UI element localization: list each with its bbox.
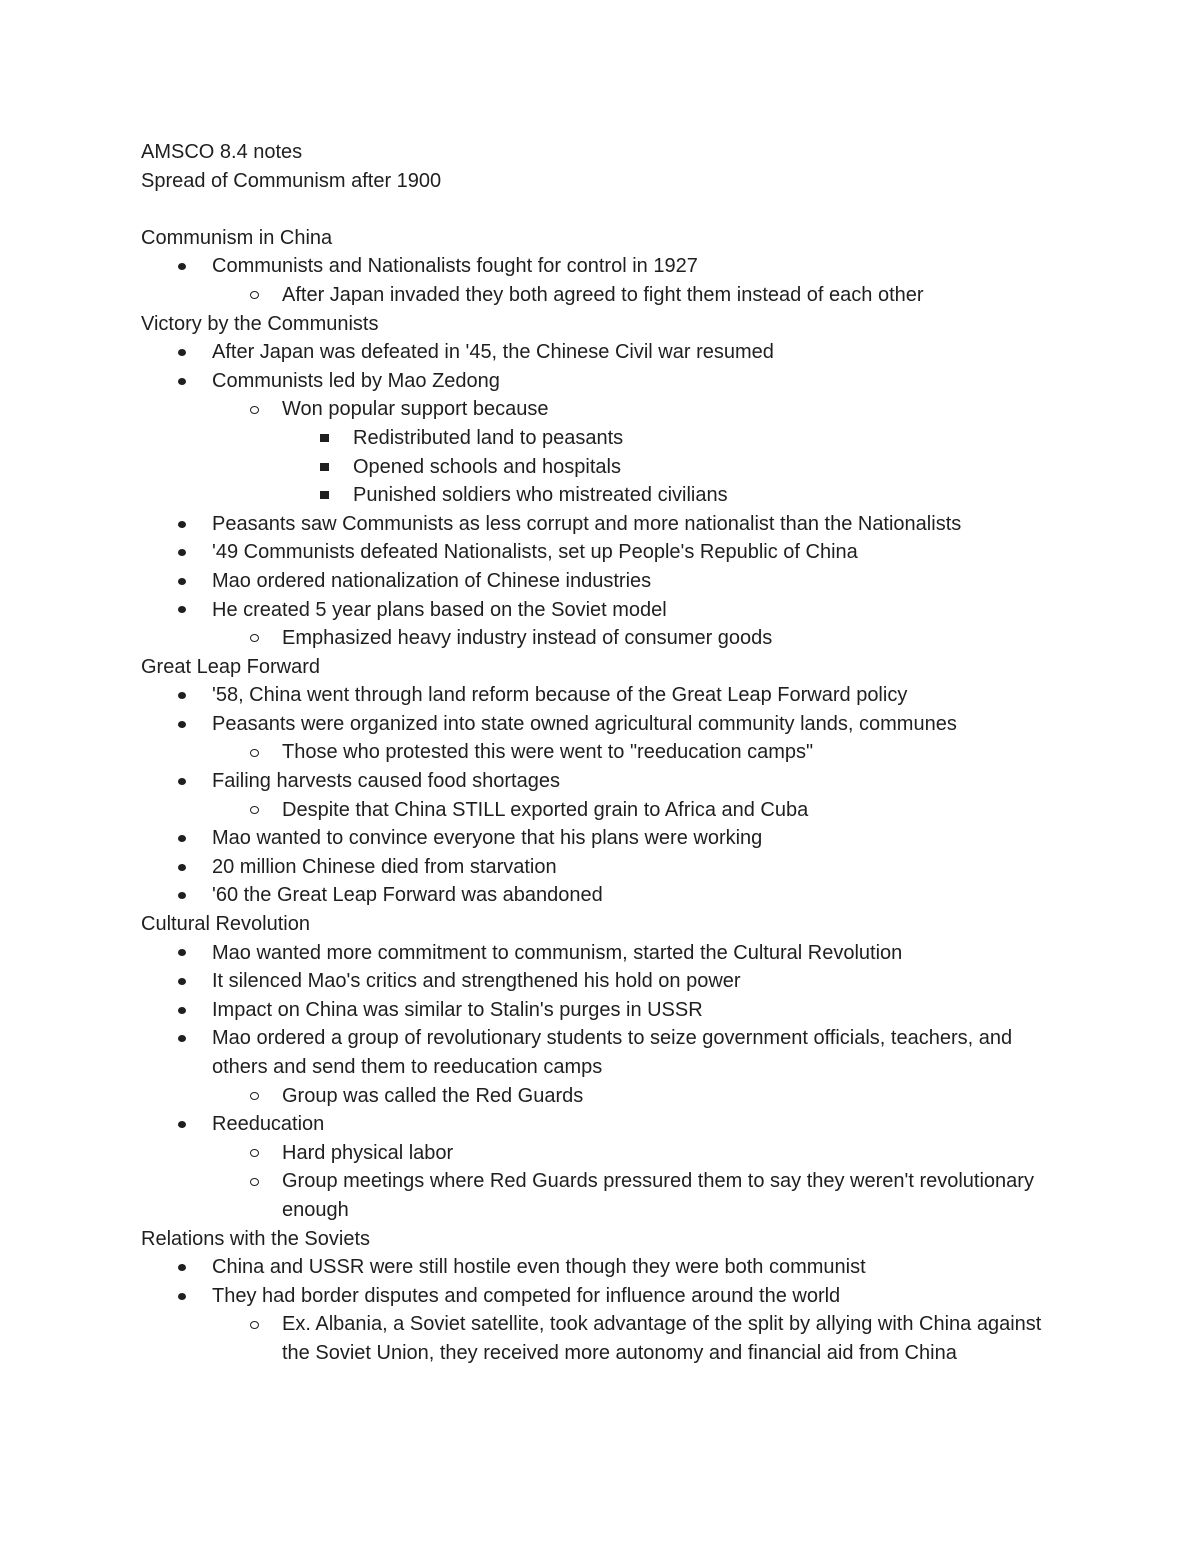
- line-text: Mao ordered nationalization of Chinese industries: [212, 569, 652, 592]
- line-text: Victory by the Communists: [141, 312, 379, 335]
- section-heading: [141, 653, 1061, 682]
- bullet-circle-icon: [250, 806, 259, 814]
- bullet-marker: [178, 538, 186, 567]
- line-text: Won popular support because: [282, 398, 549, 421]
- bullet-marker: [178, 853, 186, 882]
- bullet-disc-icon: [178, 892, 186, 899]
- bullet-marker: [178, 1282, 186, 1311]
- list-item: [141, 510, 1061, 539]
- bullet-disc-icon: [178, 578, 186, 585]
- bullet-disc-icon: [178, 978, 186, 985]
- section-heading: [141, 167, 1061, 196]
- bullet-marker: [250, 738, 259, 767]
- bullet-disc-icon: [178, 1007, 186, 1014]
- bullet-marker: [178, 824, 186, 853]
- line-text: Group meetings where Red Guards pressured them to say they weren't revolutionary enough: [282, 1170, 1034, 1221]
- line-text: Peasants saw Communists as less corrupt and more nationalist than the Nationalists: [212, 512, 962, 535]
- bullet-marker: [178, 767, 186, 796]
- notes-document: [141, 138, 1061, 1368]
- list-item: [141, 853, 1061, 882]
- line-text: Ex. Albania, a Soviet satellite, took advantage of the split by allying with China against the Soviet Union, they received more autonomy and financial aid from China: [282, 1313, 1042, 1364]
- bullet-marker: [178, 1110, 186, 1139]
- bullet-disc-icon: [178, 349, 186, 356]
- bullet-marker: [320, 481, 329, 510]
- bullet-marker: [178, 710, 186, 739]
- bullet-disc-icon: [178, 864, 186, 871]
- list-item: [141, 1110, 1061, 1139]
- line-text: Communists led by Mao Zedong: [212, 369, 500, 392]
- list-item: [141, 738, 1061, 767]
- line-text: He created 5 year plans based on the Soviet model: [212, 598, 667, 621]
- bullet-marker: [178, 567, 186, 596]
- bullet-marker: [250, 1139, 259, 1168]
- bullet-marker: [178, 367, 186, 396]
- line-text: Spread of Communism after 1900: [141, 169, 442, 192]
- line-text: Opened schools and hospitals: [353, 455, 621, 478]
- bullet-disc-icon: [178, 949, 186, 956]
- list-item: [141, 567, 1061, 596]
- blank-line: [141, 195, 1061, 224]
- line-text: Mao wanted more commitment to communism, started the Cultural Revolution: [212, 941, 903, 964]
- list-item: [141, 624, 1061, 653]
- bullet-circle-icon: [250, 1149, 259, 1157]
- bullet-circle-icon: [250, 1321, 259, 1329]
- section-heading: [141, 310, 1061, 339]
- bullet-disc-icon: [178, 1293, 186, 1300]
- bullet-circle-icon: [250, 634, 259, 642]
- line-text: '58, China went through land reform because of the Great Leap Forward policy: [212, 684, 908, 707]
- bullet-square-icon: [320, 434, 329, 442]
- list-item: [141, 796, 1061, 825]
- bullet-marker: [320, 424, 329, 453]
- line-text: They had border disputes and competed for influence around the world: [212, 1284, 841, 1307]
- bullet-disc-icon: [178, 1264, 186, 1271]
- list-item: [141, 1167, 1061, 1224]
- list-item: [141, 367, 1061, 396]
- bullet-marker: [178, 1024, 186, 1053]
- bullet-disc-icon: [178, 835, 186, 842]
- bullet-marker: [178, 967, 186, 996]
- line-text: Communism in China: [141, 226, 333, 249]
- line-text: Those who protested this were went to "reeducation camps": [282, 741, 814, 764]
- bullet-circle-icon: [250, 291, 259, 299]
- list-item: [141, 538, 1061, 567]
- bullet-disc-icon: [178, 692, 186, 699]
- bullet-marker: [178, 596, 186, 625]
- bullet-marker: [250, 281, 259, 310]
- bullet-disc-icon: [178, 549, 186, 556]
- bullet-marker: [178, 1253, 186, 1282]
- line-text: Cultural Revolution: [141, 913, 310, 936]
- line-text: Relations with the Soviets: [141, 1227, 371, 1250]
- line-text: '60 the Great Leap Forward was abandoned: [212, 884, 603, 907]
- bullet-disc-icon: [178, 263, 186, 270]
- list-item: [141, 424, 1061, 453]
- bullet-marker: [250, 796, 259, 825]
- bullet-disc-icon: [178, 1121, 186, 1128]
- line-text: Despite that China STILL exported grain to Africa and Cuba: [282, 798, 809, 821]
- bullet-disc-icon: [178, 521, 186, 528]
- list-item: [141, 967, 1061, 996]
- line-text: Peasants were organized into state owned agricultural community lands, communes: [212, 712, 957, 735]
- bullet-marker: [250, 395, 259, 424]
- list-item: [141, 338, 1061, 367]
- bullet-disc-icon: [178, 778, 186, 785]
- line-text: 20 million Chinese died from starvation: [212, 855, 557, 878]
- section-heading: [141, 1225, 1061, 1254]
- list-item: [141, 939, 1061, 968]
- line-text: Mao ordered a group of revolutionary students to seize government officials, teachers, and others and send them to reeducation camps: [212, 1027, 1013, 1078]
- line-text: After Japan invaded they both agreed to fight them instead of each other: [282, 283, 924, 306]
- bullet-marker: [250, 1310, 259, 1339]
- line-text: Mao wanted to convince everyone that his plans were working: [212, 827, 763, 850]
- bullet-marker: [178, 939, 186, 968]
- bullet-disc-icon: [178, 606, 186, 613]
- list-item: [141, 252, 1061, 281]
- list-item: [141, 767, 1061, 796]
- line-text: Failing harvests caused food shortages: [212, 770, 560, 793]
- list-item: [141, 824, 1061, 853]
- list-item: [141, 1139, 1061, 1168]
- bullet-circle-icon: [250, 749, 259, 757]
- bullet-circle-icon: [250, 1092, 259, 1100]
- list-item: [141, 1024, 1061, 1081]
- line-text: '49 Communists defeated Nationalists, set up People's Republic of China: [212, 541, 858, 564]
- list-item: [141, 1310, 1061, 1367]
- line-text: Great Leap Forward: [141, 655, 320, 678]
- list-item: [141, 881, 1061, 910]
- list-item: [141, 1082, 1061, 1111]
- list-item: [141, 481, 1061, 510]
- bullet-disc-icon: [178, 721, 186, 728]
- line-text: Hard physical labor: [282, 1141, 454, 1164]
- bullet-marker: [250, 1082, 259, 1111]
- bullet-marker: [178, 510, 186, 539]
- line-text: Reeducation: [212, 1113, 325, 1136]
- line-text: Impact on China was similar to Stalin's purges in USSR: [212, 998, 703, 1021]
- line-text: China and USSR were still hostile even though they were both communist: [212, 1256, 866, 1279]
- bullet-marker: [178, 881, 186, 910]
- list-item: [141, 1253, 1061, 1282]
- bullet-marker: [178, 338, 186, 367]
- bullet-circle-icon: [250, 1178, 259, 1186]
- section-heading: [141, 910, 1061, 939]
- bullet-marker: [178, 996, 186, 1025]
- list-item: [141, 281, 1061, 310]
- list-item: [141, 1282, 1061, 1311]
- bullet-marker: [250, 624, 259, 653]
- bullet-marker: [178, 252, 186, 281]
- list-item: [141, 453, 1061, 482]
- bullet-marker: [320, 453, 329, 482]
- line-text: Communists and Nationalists fought for control in 1927: [212, 255, 698, 278]
- bullet-disc-icon: [178, 378, 186, 385]
- line-text: It silenced Mao's critics and strengthened his hold on power: [212, 970, 741, 993]
- bullet-marker: [178, 681, 186, 710]
- bullet-marker: [250, 1167, 259, 1196]
- list-item: [141, 395, 1061, 424]
- list-item: [141, 596, 1061, 625]
- line-text: Redistributed land to peasants: [353, 426, 624, 449]
- bullet-square-icon: [320, 463, 329, 471]
- list-item: [141, 710, 1061, 739]
- bullet-square-icon: [320, 491, 329, 499]
- section-heading: [141, 224, 1061, 253]
- section-heading: [141, 138, 1061, 167]
- list-item: [141, 996, 1061, 1025]
- line-text: Emphasized heavy industry instead of consumer goods: [282, 627, 773, 650]
- line-text: AMSCO 8.4 notes: [141, 141, 303, 163]
- bullet-disc-icon: [178, 1035, 186, 1042]
- list-item: [141, 681, 1061, 710]
- line-text: Punished soldiers who mistreated civilians: [353, 484, 728, 507]
- bullet-circle-icon: [250, 406, 259, 414]
- line-text: Group was called the Red Guards: [282, 1084, 584, 1107]
- line-text: After Japan was defeated in '45, the Chinese Civil war resumed: [212, 341, 774, 364]
